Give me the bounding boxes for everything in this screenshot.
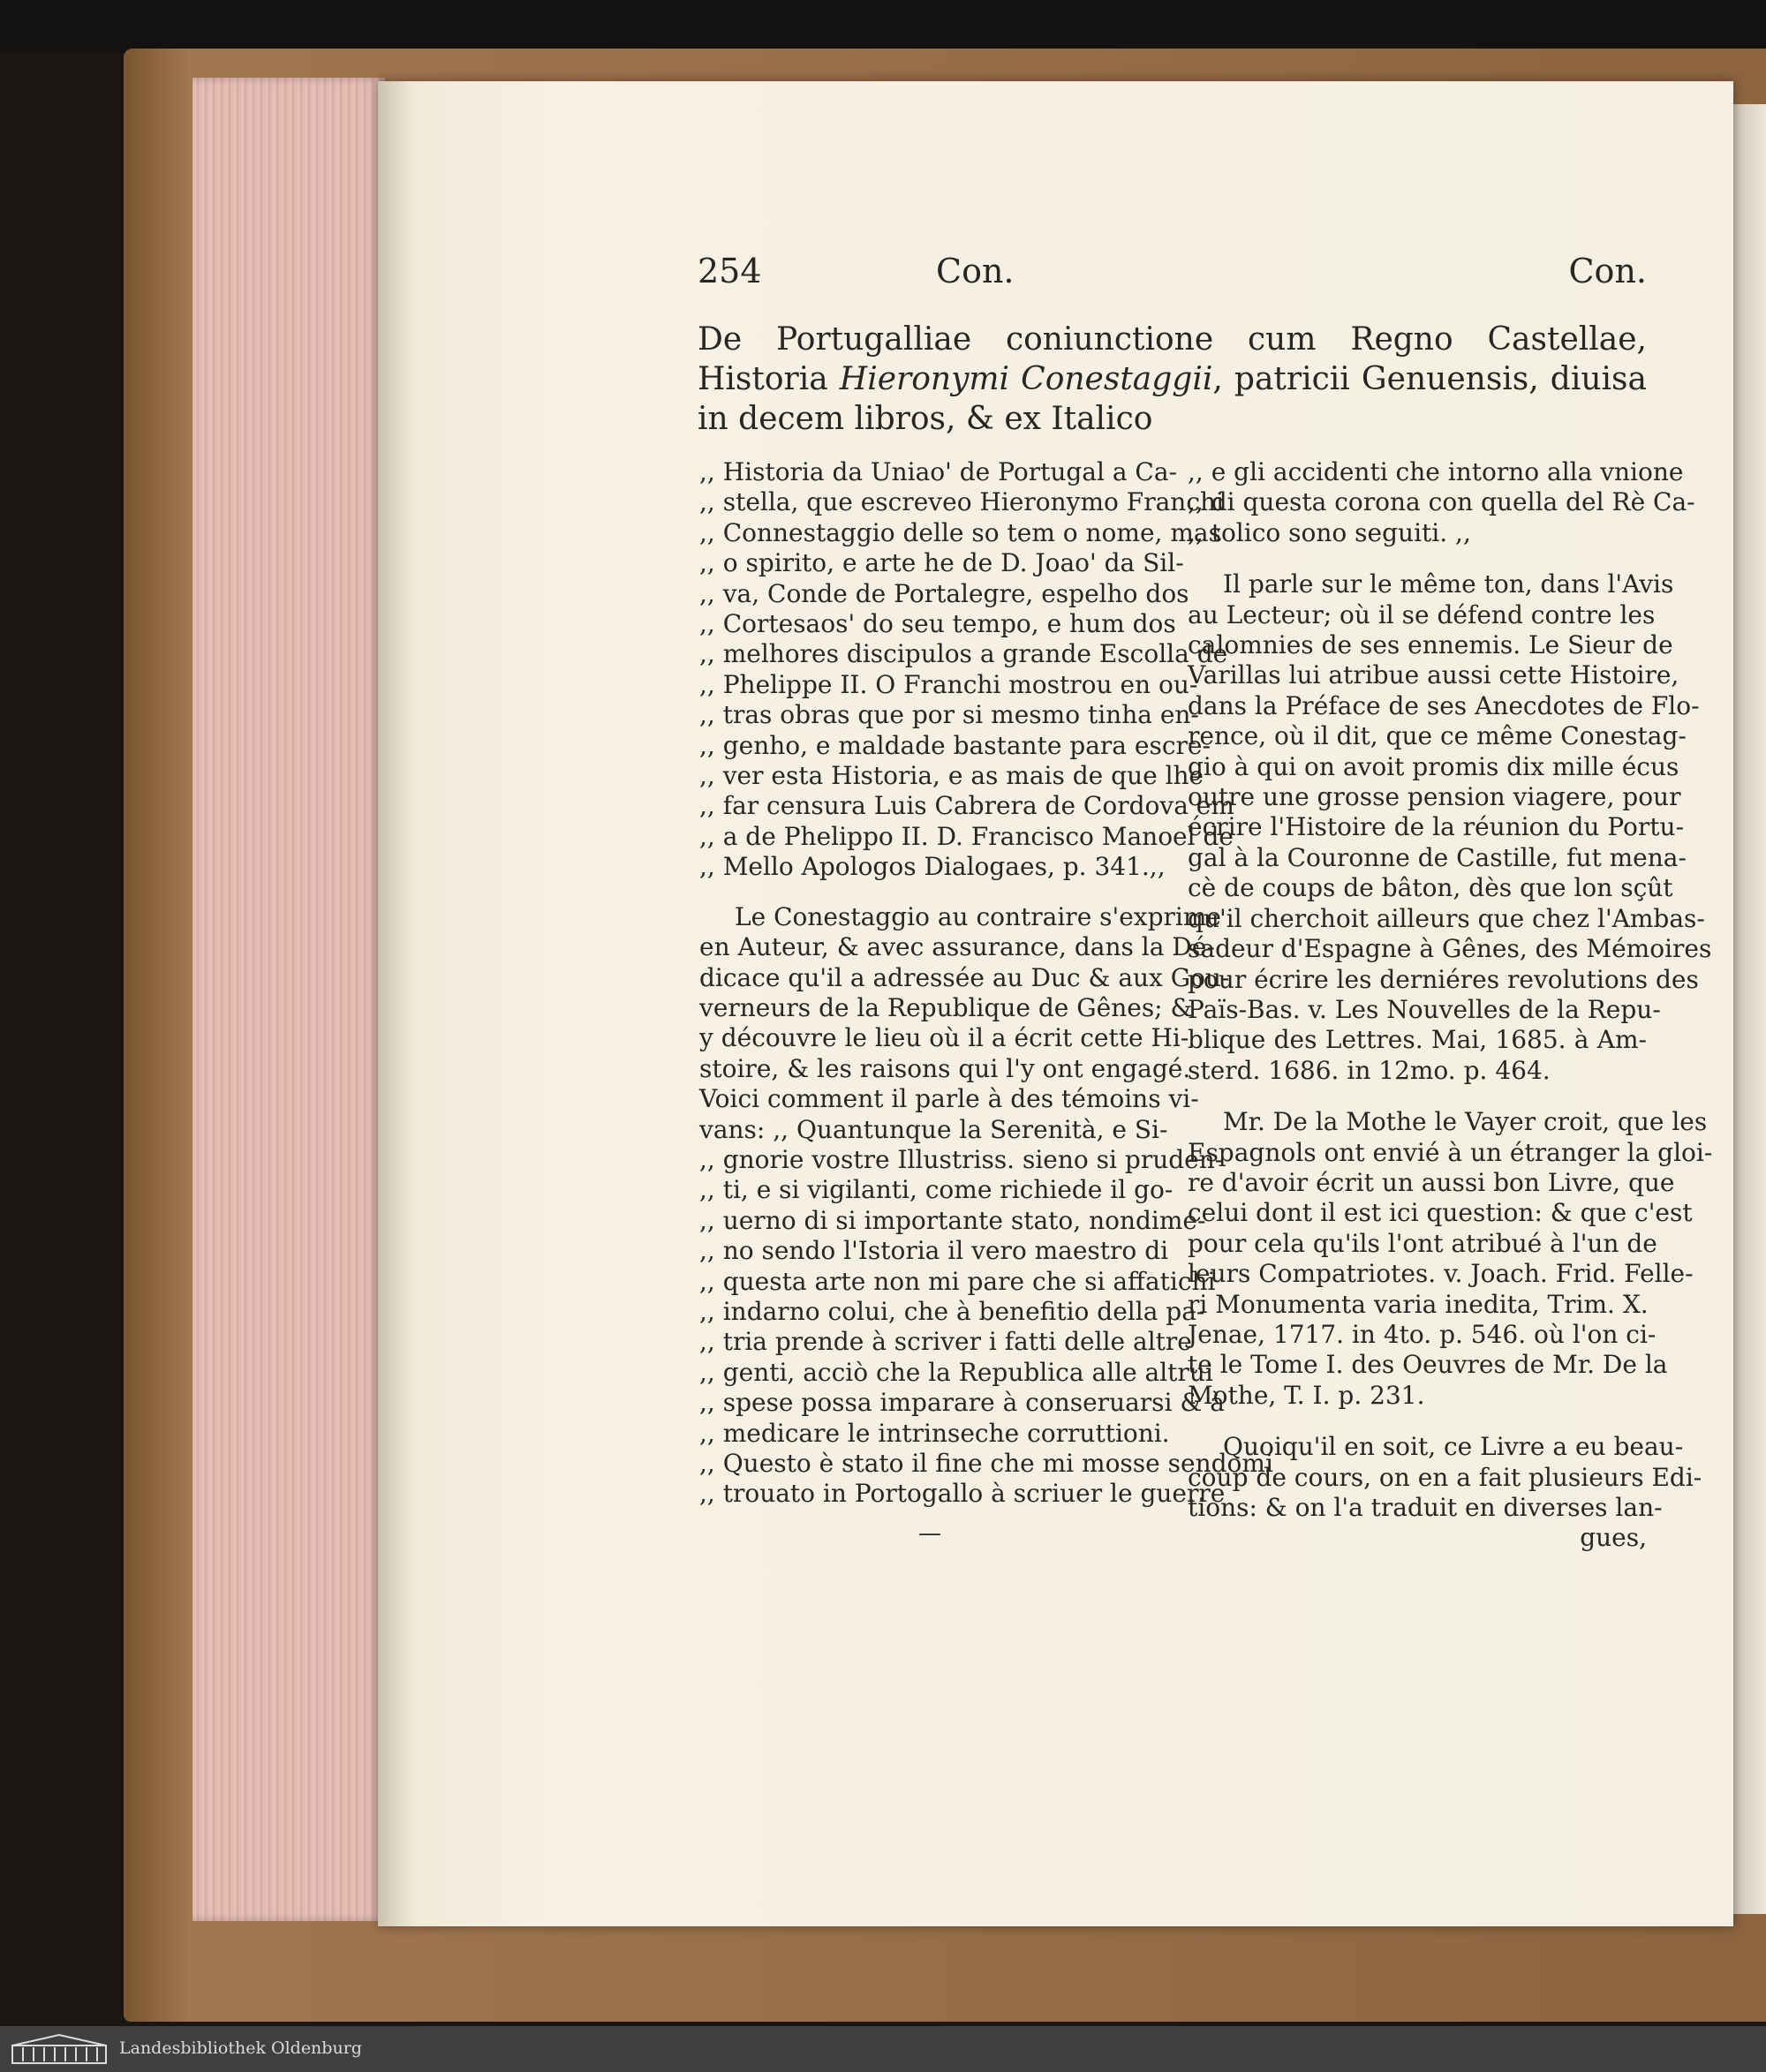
text-line: verneurs de la Republique de Gênes; & bbox=[699, 992, 1193, 1022]
text-line: ,, Phelippe II. O Franchi mostrou en ou- bbox=[699, 669, 1198, 699]
text-line: celui dont il est ici question: & que c'est bbox=[1188, 1198, 1693, 1228]
paragraph-la-mothe bbox=[1188, 1107, 1713, 1411]
text-line: re d'avoir écrit un aussi bon Livre, que bbox=[1188, 1167, 1675, 1197]
paragraph-editions bbox=[1188, 1432, 1702, 1523]
text-line: pour cela qu'ils l'ont atribué à l'un de bbox=[1188, 1228, 1657, 1258]
text-line: Voici comment il parle à des témoins vi- bbox=[699, 1084, 1199, 1114]
text-line: te le Tome I. des Oeuvres de Mr. De la bbox=[1188, 1350, 1668, 1380]
text-line: Quoiqu'il en soit, ce Livre a eu beau- bbox=[1223, 1432, 1684, 1462]
text-line: ,, stella, que escreveo Hieronymo Franchi bbox=[699, 487, 1225, 517]
entry-title bbox=[698, 320, 1647, 439]
text-line: ,, melhores discipulos a grande Escolla de bbox=[699, 639, 1228, 669]
text-line: ,, ti, e si vigilanti, come richiede il go- bbox=[699, 1175, 1174, 1205]
text-line: ,, o spirito, e arte he de D. Joao' da Sil- bbox=[699, 548, 1184, 578]
text-line: ,, tras obras que por si mesmo tinha en- bbox=[699, 700, 1199, 730]
text-line: gio à qui on avoit promis dix mille écus bbox=[1188, 751, 1679, 781]
text-line: ,, tolico sono seguiti. ,, bbox=[1188, 517, 1471, 547]
text-line: au Lecteur; où il se défend contre les bbox=[1188, 599, 1656, 629]
text-line: tions: & on l'a traduit en diverses lan- bbox=[1188, 1493, 1663, 1522]
page-number: 254 bbox=[698, 252, 762, 290]
text-line: écrire l'Histoire de la réunion du Portu- bbox=[1188, 812, 1685, 842]
dark-background bbox=[0, 0, 1766, 53]
text-line: ,, ver esta Historia, e as mais de que lhe bbox=[699, 761, 1204, 791]
text-line: outre une grosse pension viagere, pour bbox=[1188, 782, 1681, 812]
text-line: ,, indarno colui, che à benefitio della pa- bbox=[699, 1296, 1205, 1326]
text-line: dicace qu'il a adressée au Duc & aux Gou- bbox=[699, 962, 1230, 992]
page-edges bbox=[192, 78, 385, 1921]
text-line: ,, e gli accidenti che intorno alla vnione bbox=[1188, 457, 1684, 486]
text-line: sterd. 1686. in 12mo. p. 464. bbox=[1188, 1055, 1551, 1085]
italian-quote-end bbox=[1188, 457, 1695, 548]
text-line: gal à la Couronne de Castille, fut mena- bbox=[1188, 842, 1687, 872]
text-line: ,, spese possa imparare à conseruarsi & à bbox=[699, 1388, 1225, 1418]
text-line: ,, gnorie vostre Illustriss. sieno si pruden- bbox=[699, 1144, 1224, 1174]
text-line: Varillas lui atribue aussi cette Histoire, bbox=[1188, 660, 1679, 690]
title-author: Hieronymi Conestaggii bbox=[839, 361, 1213, 397]
text-line: ,, genti, acciò che la Republica alle altrui bbox=[699, 1357, 1213, 1387]
text-line: ,, di questa corona con quella del Rè Ca- bbox=[1188, 487, 1695, 517]
text-line: ,, Historia da Uniao' de Portugal a Ca- bbox=[699, 457, 1178, 486]
text-line: ,, medicare le intrinseche corruttioni. bbox=[699, 1418, 1170, 1448]
text-line: ,, questa arte non mi pare che si affatichi bbox=[699, 1266, 1216, 1296]
text-line: ,, a de Phelippo II. D. Francisco Manoel de bbox=[699, 821, 1234, 851]
text-line: Mothe, T. I. p. 231. bbox=[1188, 1380, 1425, 1410]
text-line: ,, Cortesaos' do seu tempo, e hum dos bbox=[699, 609, 1176, 639]
text-line: Il parle sur le même ton, dans l'Avis bbox=[1223, 569, 1674, 599]
text-line: sadeur d'Espagne à Gênes, des Mémoires bbox=[1188, 934, 1712, 964]
text-line: ,, no sendo l'Istoria il vero maestro di bbox=[699, 1236, 1169, 1266]
text-line: ,, Mello Apologos Dialogaes, p. 341.,, bbox=[699, 852, 1166, 882]
paragraph-dedication bbox=[699, 901, 1273, 1510]
library-name: Landesbibliothek Oldenburg bbox=[119, 2038, 362, 2058]
section-dash: — bbox=[918, 1519, 941, 1547]
text-line: dans la Préface de ses Anecdotes de Flo- bbox=[1188, 690, 1700, 720]
text-line: Le Conestaggio au contraire s'exprime bbox=[735, 901, 1221, 931]
left-column bbox=[699, 457, 1273, 1547]
text-line: Espagnols ont envié à un étranger la gloi- bbox=[1188, 1137, 1713, 1167]
text-line: ,, Connestaggio delle so tem o nome, mas bbox=[699, 517, 1221, 547]
right-column bbox=[1188, 457, 1713, 1554]
text-line: Mr. De la Mothe le Vayer croit, que les bbox=[1223, 1107, 1708, 1137]
text-line: pour écrire les derniéres revolutions des bbox=[1188, 964, 1699, 994]
text-line: calomnies de ses ennemis. Le Sieur de bbox=[1188, 630, 1673, 660]
text-line: ,, Questo è stato il fine che mi mosse sendomi bbox=[699, 1449, 1273, 1478]
text-line: en Auteur, & avec assurance, dans la Dé- bbox=[699, 932, 1215, 962]
headword-left: Con. bbox=[936, 252, 1015, 290]
text-line: blique des Lettres. Mai, 1685. à Am- bbox=[1188, 1025, 1647, 1055]
title-part-2: , patricii Genuensis, diuisa in decem libros, & ex Italico bbox=[698, 361, 1647, 437]
text-line: stoire, & les raisons qui l'y ont engagé. bbox=[699, 1053, 1191, 1083]
text-line: ,, tria prende à scriver i fatti delle altre bbox=[699, 1327, 1192, 1357]
text-line: leurs Compatriotes. v. Joach. Frid. Felle- bbox=[1188, 1259, 1694, 1289]
text-line: Païs-Bas. v. Les Nouvelles de la Repu- bbox=[1188, 994, 1661, 1024]
text-line: ,, trouato in Portogallo à scriuer le guerre bbox=[699, 1479, 1226, 1509]
text-line: ri Monumenta varia inedita, Trim. X. bbox=[1188, 1289, 1649, 1319]
text-line: ,, far censura Luis Cabrera de Cordova em bbox=[699, 791, 1234, 821]
text-line: qu'il cherchoit ailleurs que chez l'Ambas- bbox=[1188, 903, 1705, 933]
running-header bbox=[698, 252, 1647, 305]
text-line: coup de cours, on en a fait plusieurs Edi- bbox=[1188, 1462, 1702, 1492]
title-part-1: De Portugalliae coniunctione cum Regno Castellae, Historia bbox=[698, 321, 1647, 397]
text-line: ,, va, Conde de Portalegre, espelho dos bbox=[699, 578, 1189, 608]
footer-bar bbox=[0, 2026, 1766, 2072]
library-building-icon bbox=[11, 2033, 108, 2065]
text-line: Jenae, 1717. in 4to. p. 546. où l'on ci- bbox=[1188, 1319, 1657, 1349]
paragraph-avis bbox=[1188, 569, 1712, 1086]
text-line: vans: ,, Quantunque la Serenità, e Si- bbox=[699, 1114, 1168, 1144]
text-line: ,, uerno di si importante stato, nondime- bbox=[699, 1205, 1206, 1235]
text-line: rence, où il dit, que ce même Conestag- bbox=[1188, 721, 1687, 751]
text-line: cè de coups de bâton, dès que lon sçût bbox=[1188, 873, 1673, 903]
text-line: y découvre le lieu où il a écrit cette Hi- bbox=[699, 1023, 1189, 1053]
catchword: gues, bbox=[1580, 1523, 1647, 1553]
portuguese-quote bbox=[699, 457, 1234, 883]
text-line: ,, genho, e maldade bastante para escre- bbox=[699, 730, 1211, 760]
headword-right: Con. bbox=[1568, 252, 1647, 290]
